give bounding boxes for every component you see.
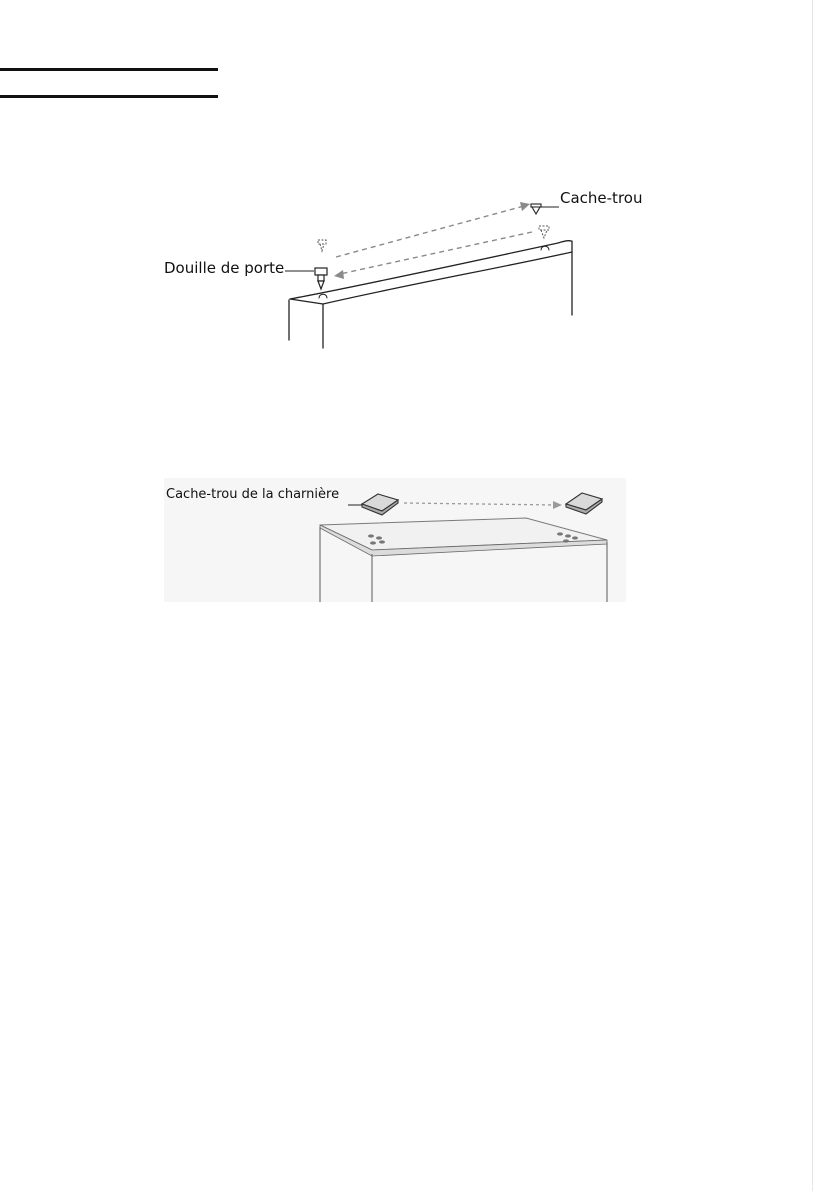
label-hole-cover: Cache-trou <box>560 189 643 207</box>
header-rule-bottom <box>0 95 218 98</box>
hole-cover-part <box>531 204 541 214</box>
arrow-to-hole-cover <box>336 206 524 257</box>
header-rule-top <box>0 68 218 71</box>
cap-transfer-arrow <box>404 503 556 505</box>
right-hinge-cap <box>566 493 602 514</box>
arrow-to-bushing <box>340 232 532 274</box>
door-bushing-part <box>315 268 327 289</box>
label-hinge-hole-cover: Cache-trou de la charnière <box>166 487 340 502</box>
left-hole <box>319 294 327 298</box>
label-door-bushing: Douille de porte <box>164 259 285 277</box>
door-top-back-edge <box>290 241 571 299</box>
door-bushing-diagram <box>160 180 660 350</box>
cap-transfer-arrowhead <box>553 501 562 509</box>
arrowhead-to-bushing <box>334 270 344 279</box>
ghost-bushing-right <box>539 226 549 230</box>
right-hole <box>541 246 549 250</box>
page-edge-line <box>812 0 813 1191</box>
hinge-cover-diagram <box>160 478 630 603</box>
left-hinge-cap <box>362 494 398 515</box>
arrowhead-to-hole-cover <box>520 202 530 211</box>
ghost-bushing-left <box>318 240 326 244</box>
door-top-front-edge <box>290 241 572 304</box>
